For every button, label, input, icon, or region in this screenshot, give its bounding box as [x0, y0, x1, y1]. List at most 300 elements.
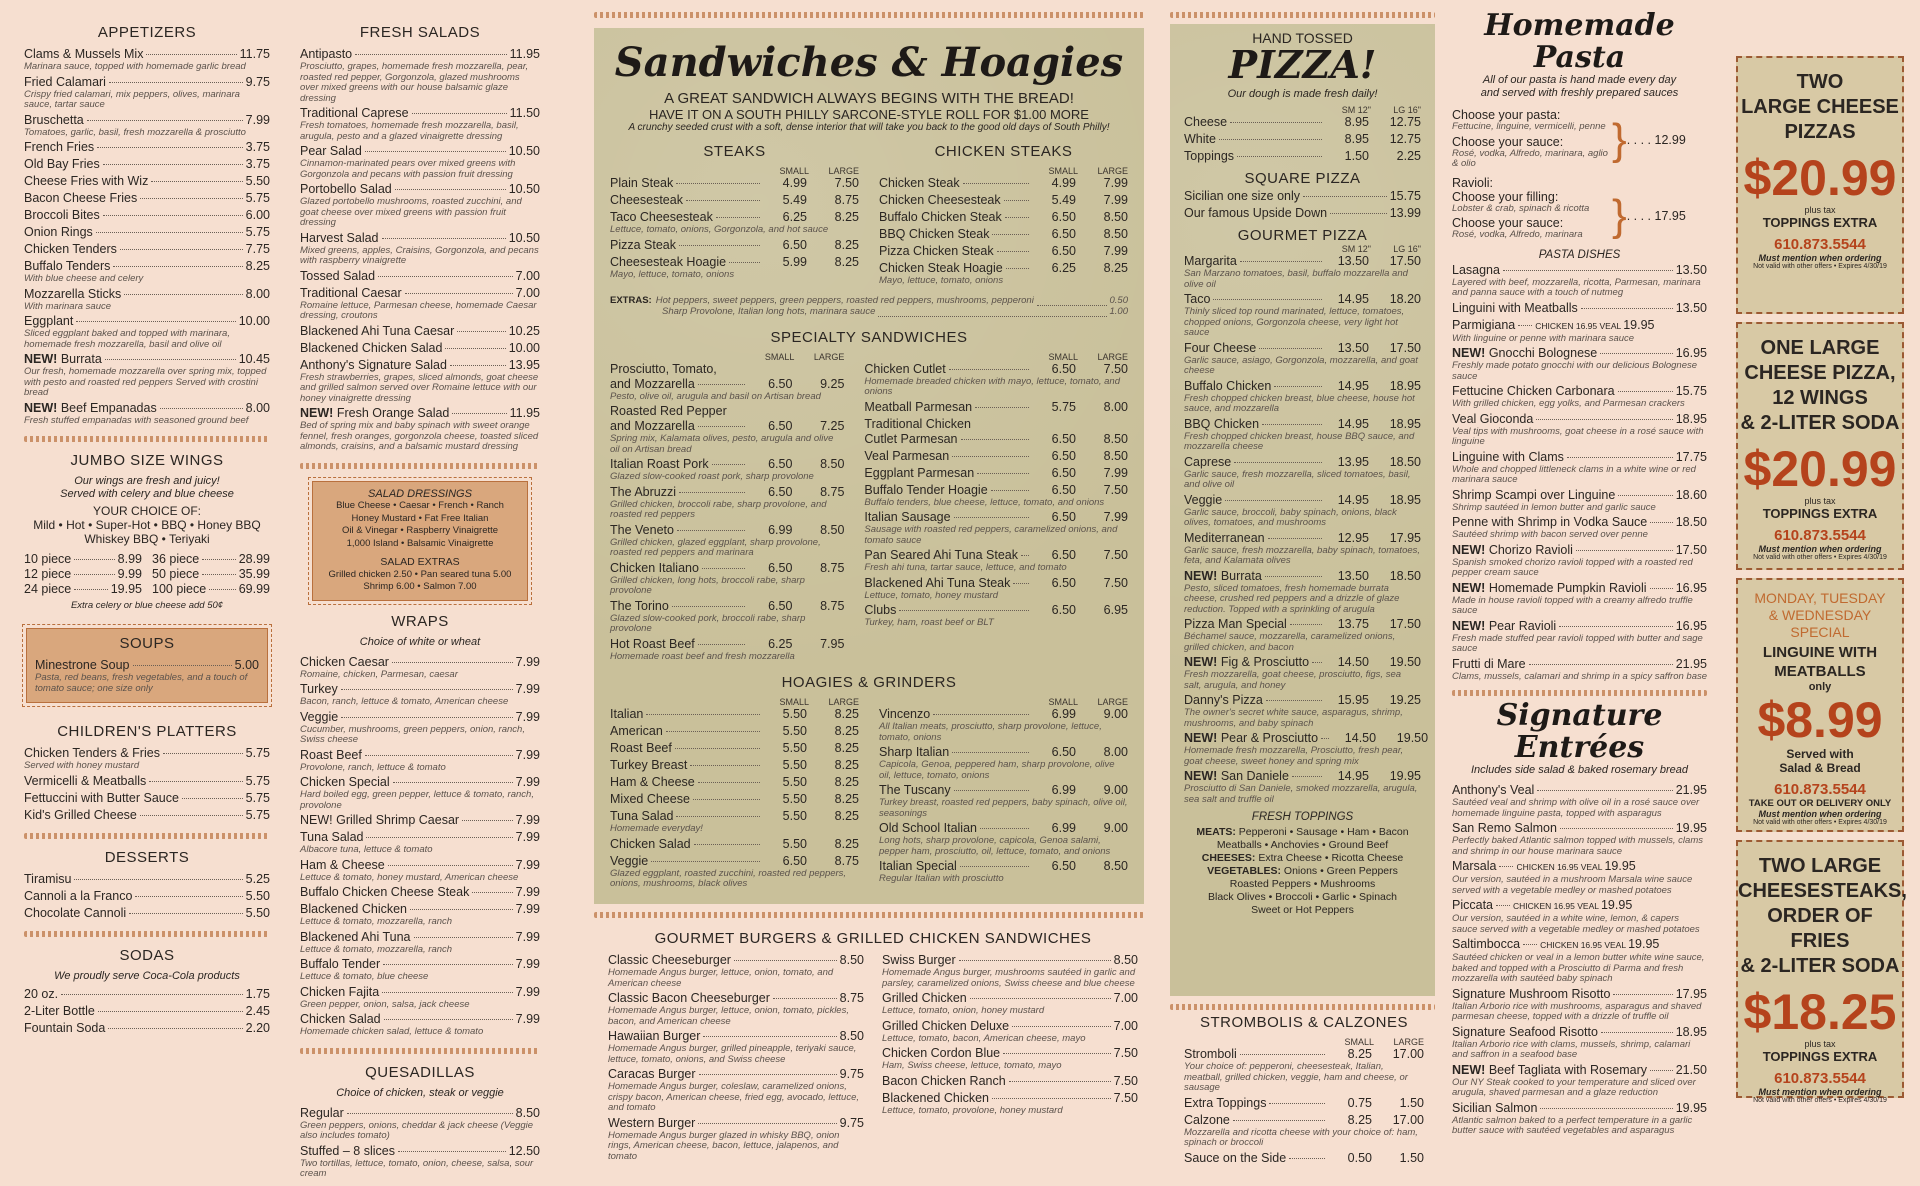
entrees-list — [1452, 783, 1707, 1137]
item-price-large: 8.50 — [1103, 448, 1128, 463]
item-name: 2-Liter Bottle — [24, 1003, 95, 1018]
specialty-list-right — [864, 362, 1128, 629]
sandwiches-title: Sandwiches & Hoagies — [614, 39, 1124, 86]
item-price: 7.99 — [515, 682, 540, 696]
item-name: Blackened Chicken — [300, 902, 408, 916]
desserts-list — [24, 872, 270, 921]
item-price-large: 19.25 — [1389, 693, 1421, 707]
item-name: Traditional Caesar — [300, 285, 402, 300]
item-price-small: 0.75 — [1347, 1095, 1372, 1110]
item-name: Roast Beef — [610, 741, 672, 755]
salad-extras-line: Shrimp 6.00 • Salmon 7.00 — [363, 581, 477, 592]
item-price-large: 7.25 — [820, 419, 845, 433]
new-badge: NEW! — [1184, 655, 1218, 669]
item-desc: Our fresh, homemade mozzarella over spring mix, topped with pesto and roasted red peppers Served with crostini bread — [24, 366, 267, 398]
item-desc: Sautéed veal and shrimp with olive oil in a rosé sauce over homemade linguine pasta, topped with asparagus — [1452, 797, 1700, 819]
menu-item — [300, 885, 540, 900]
children-title: CHILDREN'S PLATTERS — [57, 723, 237, 740]
item-price: 11.95 — [509, 406, 540, 420]
menu-item — [1452, 1025, 1707, 1061]
item-price: 19.95 — [1675, 1100, 1707, 1115]
menu-item — [864, 483, 1128, 509]
menu-item — [882, 991, 1138, 1017]
item-name: Harvest Salad — [300, 230, 379, 245]
item-price: 19.95 — [1623, 317, 1655, 332]
promo-phone: 610.873.5544 — [1774, 781, 1866, 798]
item-price-small: 13.50 — [1337, 568, 1369, 583]
item-desc: Grilled chicken, long hots, broccoli rabe, sharp provolone — [610, 574, 805, 596]
item-price: 1.75 — [245, 986, 270, 1001]
menu-item — [1452, 412, 1707, 448]
menu-item — [24, 47, 270, 73]
item-name: The Torino — [610, 598, 669, 613]
item-price-large: 19.95 — [1389, 769, 1421, 783]
item-price-large: 18.20 — [1389, 292, 1421, 306]
stromboli-section — [1184, 1014, 1424, 1168]
item-price: 11.95 — [509, 47, 540, 61]
promo-phone: 610.873.5544 — [1774, 236, 1866, 253]
menu-item — [300, 775, 540, 811]
menu-item — [608, 1029, 864, 1065]
item-price-small: 6.50 — [1051, 448, 1076, 463]
item-name: Chicken Special — [300, 775, 390, 789]
menu-item — [1452, 301, 1707, 316]
pasta-price: . . . . 12.99 — [1626, 132, 1686, 147]
item-name: Linguine with Clams — [1452, 449, 1564, 464]
item-name: Chocolate Cannoli — [24, 905, 127, 920]
item-name: Traditional Caprese — [300, 106, 409, 120]
menu-item — [879, 244, 1128, 259]
item-name: Turkey Breast — [610, 758, 688, 772]
size-label: LARGE — [1097, 697, 1128, 707]
item-name: Classic Cheeseburger — [608, 953, 731, 967]
item-name: Burrata — [60, 352, 102, 366]
item-name: Grilled Chicken Deluxe — [882, 1018, 1010, 1033]
item-name: Regular — [300, 1105, 344, 1120]
item-price-large: 12.75 — [1389, 115, 1421, 129]
menu-item — [610, 637, 844, 663]
item-name: The Abruzzi — [610, 484, 677, 499]
promo-line: TWO — [1796, 71, 1844, 93]
item-desc: Garlic sauce, fresh mozzarella, sliced tomatoes, basil, and olive oil — [1184, 468, 1411, 490]
veg-label: VEGETABLES: — [1207, 865, 1281, 877]
item-name: Chicken Cutlet — [864, 361, 946, 376]
item-price-small: 6.99 — [1051, 783, 1076, 797]
wings-prices — [24, 552, 270, 597]
item-name: Buffalo Tenders — [24, 259, 111, 273]
wings-size: 100 piece — [152, 582, 207, 596]
item-price-large: 9.00 — [1103, 783, 1128, 797]
item-price: 19.95 — [1675, 821, 1707, 835]
item-name: San Remo Salmon — [1452, 821, 1557, 835]
item-desc: Fresh chopped chicken breast, blue cheese, house hot sauce, and mozzarella — [1184, 392, 1415, 414]
divider — [1170, 12, 1435, 18]
item-desc: Glazed slow-cooked pork, broccoli rabe, sharp provolone — [610, 612, 806, 634]
menu-item — [300, 655, 540, 681]
new-badge: NEW! — [1184, 769, 1218, 783]
item-name: Our famous Upside Down — [1184, 206, 1328, 220]
extras-line: Sharp Provolone, Italian long hots, marinara sauce — [662, 305, 876, 317]
menu-item — [300, 985, 540, 1011]
menu-item — [1452, 515, 1707, 541]
divider — [24, 931, 270, 937]
pizza-basic-list — [1184, 115, 1421, 164]
item-price: 21.95 — [1675, 783, 1707, 797]
menu-item — [864, 400, 1128, 415]
item-price: 15.75 — [1675, 384, 1707, 398]
divider — [300, 463, 540, 469]
menu-item — [300, 902, 540, 928]
item-price: 7.99 — [515, 984, 540, 999]
item-price-small: 6.50 — [1051, 859, 1076, 873]
item-price-small: 14.95 — [1337, 492, 1369, 507]
menu-item — [608, 953, 864, 989]
item-name: Danny's Pizza — [1184, 693, 1263, 707]
item-desc: Turkey, ham, roast beef or BLT — [864, 617, 994, 628]
promo-line: & 2-LITER SODA — [1740, 412, 1900, 434]
item-price-large: 7.50 — [1103, 548, 1128, 562]
item-name: Caracas Burger — [608, 1067, 696, 1081]
item-price: 2.45 — [245, 1003, 270, 1018]
promo-box — [1736, 840, 1907, 1104]
item-desc: Homemade Angus burger glazed in whisky BBQ, onion rings, American cheese, bacon, lettuce, jalapenos, and tomato — [608, 1129, 840, 1162]
item-desc: Made in house ravioli topped with a creamy alfredo truffle sauce — [1452, 594, 1693, 616]
item-variant-price: CHICKEN 16.95 VEAL — [1535, 320, 1622, 331]
item-price-small: 14.50 — [1344, 731, 1377, 745]
menu-item — [300, 858, 540, 884]
item-desc: Grilled chicken, broccoli rabe, sharp provolone, and roasted red peppers — [610, 498, 827, 520]
column-2 — [300, 24, 540, 1182]
item-price-small: 8.95 — [1344, 115, 1369, 129]
menu-item — [24, 987, 270, 1002]
item-desc: Clams, mussels, calamari and shrimp in a spicy saffron base — [1452, 670, 1708, 682]
promo-tax: plus tax — [1804, 496, 1836, 506]
size-label: LARGE — [813, 351, 845, 362]
item-price-large: 19.50 — [1389, 655, 1421, 669]
wings-price: 19.95 — [110, 582, 142, 596]
menu-item — [300, 930, 540, 956]
menu-item — [879, 210, 1128, 225]
promo-tax: plus tax — [1804, 1039, 1836, 1049]
item-price: 8.50 — [1113, 953, 1138, 967]
item-price-small: 5.50 — [782, 775, 807, 789]
item-desc: Crispy fried calamari, mix peppers, olives, marinara sauce, tartar sauce — [24, 88, 240, 110]
chicken-steaks-list — [879, 176, 1128, 287]
menu-item — [300, 748, 540, 774]
pasta-choose-desc: Fettucine, linguine, vermicelli, penne — [1452, 121, 1606, 132]
size-label: LARGE — [828, 697, 859, 707]
item-name: The Veneto — [610, 522, 674, 537]
menu-item — [1452, 937, 1707, 985]
menu-item — [1452, 384, 1707, 410]
menu-item — [24, 774, 270, 789]
menu-item — [24, 791, 270, 806]
item-name: Chicken Caesar — [300, 654, 389, 669]
item-name: Veggie — [300, 709, 339, 724]
item-desc: Perfectly baked Atlantic salmon topped with mussels, clams and shrimp in our house marinara sauce — [1452, 835, 1703, 857]
item-desc: Romaine, chicken, Parmesan, caesar — [300, 668, 458, 680]
menu-item — [1452, 783, 1707, 819]
item-name: Bacon Chicken Ranch — [882, 1073, 1006, 1088]
item-desc: Homemade Angus burger, lettuce, onion, tomato, and American cheese — [608, 967, 834, 989]
item-price-large: 9.00 — [1103, 707, 1128, 721]
item-name: Buffalo Chicken Cheese Steak — [300, 885, 470, 899]
item-name: Bacon Cheese Fries — [24, 191, 138, 205]
item-name: Italian Roast Pork — [610, 457, 709, 471]
item-desc: Lettuce & tomato, mozzarella, ranch — [300, 943, 453, 955]
item-name: Vincenzo — [879, 707, 931, 721]
promo-line: MEATBALLS — [1774, 663, 1866, 680]
item-price: 19.95 — [1600, 898, 1633, 912]
item-desc: Garlic sauce, asiago, Gorgonzola, mozzarella, and goat cheese — [1184, 354, 1418, 376]
fresh-toppings — [1184, 811, 1421, 917]
menu-item — [1184, 292, 1421, 339]
item-desc: Lettuce, tomato, honey mustard — [864, 589, 999, 601]
soups-title: SOUPS — [119, 635, 175, 652]
menu-item — [300, 957, 540, 983]
item-name: Clubs — [864, 603, 897, 617]
item-name: Prosciutto, Tomato, — [610, 361, 717, 376]
item-price: 7.99 — [515, 813, 540, 827]
burgers-list-right — [882, 953, 1138, 1164]
item-name: French Fries — [24, 140, 95, 154]
item-price: 13.95 — [508, 357, 540, 372]
wraps-sub: Choice of white or wheat — [359, 635, 481, 648]
menu-item — [610, 758, 859, 773]
promo-box — [1736, 578, 1904, 832]
item-name: Chicken Steak — [879, 176, 960, 190]
item-name: Stuffed – 8 slices — [300, 1143, 395, 1158]
menu-item — [610, 599, 844, 635]
item-price: 5.50 — [245, 174, 270, 188]
item-name: Linguini with Meatballs — [1452, 300, 1578, 315]
divider — [300, 1048, 540, 1054]
item-desc: All Italian meats, prosciutto, sharp provolone, lettuce, tomato, onions — [879, 721, 1102, 743]
wings-size: 10 piece — [24, 552, 72, 566]
filling-choose-desc: Lobster & crab, spinach & ricotta — [1452, 202, 1590, 214]
item-price: 11.50 — [509, 106, 540, 120]
size-label: SMALL — [1048, 166, 1078, 176]
promo-valid: Not valid with other offers • Expires 4/30/19 — [1753, 819, 1887, 826]
wings-flavors: Mild • Hot • Super-Hot • BBQ • Honey BBQ — [33, 518, 261, 532]
item-desc: Grilled chicken, glazed eggplant, sharp provolone, roasted red peppers and marinara — [610, 536, 821, 558]
item-price-large: 18.95 — [1389, 416, 1421, 431]
wings-size: 12 piece — [24, 567, 72, 581]
pasta-sub: All of our pasta is hand made every day — [1482, 74, 1677, 86]
item-price-small: 6.50 — [768, 560, 793, 575]
item-name: Pear & Prosciutto — [1220, 731, 1319, 745]
item-name: Chicken Fajita — [300, 984, 380, 999]
item-price-large: 18.50 — [1389, 454, 1421, 469]
wings-size: 50 piece — [152, 567, 200, 581]
menu-item — [24, 174, 270, 189]
item-price: 2.20 — [245, 1020, 270, 1035]
menu-item — [864, 548, 1128, 574]
item-price: 7.99 — [515, 929, 540, 944]
item-price-large: 8.25 — [1103, 261, 1128, 275]
item-name: Veggie — [610, 853, 649, 868]
menu-item — [610, 809, 859, 835]
item-price: 19.95 — [1604, 859, 1636, 873]
item-price-small: 6.50 — [1051, 244, 1076, 258]
wings-price: 69.99 — [238, 582, 270, 596]
menu-item — [24, 140, 270, 155]
item-name: Veal Gioconda — [1452, 411, 1534, 426]
extras-price: 0.50 — [1109, 294, 1128, 306]
soup-desc: Pasta, red beans, fresh vegetables, and a touch of tomato sauce; one size only — [35, 672, 248, 694]
item-name: Chicken Cheesesteak — [879, 193, 1001, 207]
burgers-section — [608, 930, 1138, 1164]
item-price: 5.75 — [245, 773, 270, 788]
specialty-title: SPECIALTY SANDWICHES — [770, 328, 968, 346]
column-pasta — [1452, 10, 1707, 1139]
sauce-choose-desc: Rosé, vodka, Alfredo, marinara — [1452, 229, 1583, 240]
item-price: 5.75 — [245, 191, 270, 205]
item-price-large: 2.25 — [1396, 149, 1421, 163]
item-desc: Ham, Swiss cheese, lettuce, tomato, mayo — [882, 1060, 1062, 1071]
cheeses-label: CHEESES: — [1201, 852, 1256, 864]
item-price-small: 6.50 — [1051, 431, 1076, 446]
item-desc: Spring mix, Kalamata olives, pesto, arugula and olive oil on Artisan bread — [610, 433, 834, 455]
item-desc: Atlantic salmon baked to a perfect temperature in a garlic butter sauce with sautéed vegetables and asparagus — [1452, 1114, 1693, 1136]
item-desc: Turkey breast, roasted red peppers, baby spinach, olive oil, seasonings — [879, 797, 1128, 819]
item-name: Cheesesteak — [610, 193, 683, 207]
item-price-large: 12.75 — [1389, 132, 1421, 146]
item-name: Turkey — [300, 682, 338, 696]
menu-item — [1184, 731, 1429, 767]
item-desc: San Marzano tomatoes, basil, buffalo mozzarella and olive oil — [1184, 268, 1408, 290]
appetizers-title: APPETIZERS — [97, 24, 197, 41]
menu-item — [24, 208, 270, 223]
item-price: 7.00 — [515, 268, 540, 283]
item-price: 16.95 — [1675, 346, 1707, 360]
dressing-line: Blue Cheese • Caesar • French • Ranch — [336, 500, 504, 511]
menu-item — [1452, 263, 1707, 299]
menu-item — [300, 324, 540, 339]
item-desc: Mozzarella and ricotta cheese with your choice of: ham, spinach or broccoli — [1184, 1126, 1418, 1148]
new-badge: NEW! — [1184, 731, 1218, 745]
divider — [24, 436, 270, 442]
ravioli-choice-group — [1452, 190, 1707, 243]
item-price: 5.50 — [245, 905, 270, 920]
item-name: Signature Mushroom Risotto — [1452, 986, 1611, 1001]
menu-item — [1452, 1101, 1707, 1137]
pasta-price-value: 12.99 — [1654, 132, 1686, 147]
item-price-large: 8.50 — [1103, 227, 1128, 241]
veg-list: Onions • Green Peppers — [1283, 865, 1398, 877]
menu-item — [610, 176, 859, 191]
promo-valid: Not valid with other offers • Expires 4/30/19 — [1753, 554, 1887, 561]
item-price: 7.00 — [515, 285, 540, 300]
extras-line: Hot peppers, sweet peppers, green peppers, roasted red peppers, mushrooms, pepperoni — [655, 294, 1034, 306]
item-name: BBQ Chicken Steak — [879, 227, 990, 241]
item-price-large: 8.25 — [834, 836, 859, 851]
item-name: Blackened Chicken — [882, 1090, 990, 1105]
item-price-large: 6.95 — [1103, 603, 1128, 617]
size-label: LARGE — [1097, 166, 1128, 176]
item-desc: Bed of spring mix and baby spinach with sweet orange fennel, fresh oranges, gorgonzola cheese, toasted sliced almonds, craisins, and a balsamic mustard dressing — [300, 420, 539, 452]
steaks-list — [610, 176, 859, 280]
item-price-large: 8.00 — [1103, 399, 1128, 414]
item-name: Buffalo Tender — [300, 957, 381, 971]
item-name: Fettucine Chicken Carbonara — [1452, 384, 1615, 398]
item-name: BBQ Chicken — [1184, 416, 1260, 431]
item-name: Signature Seafood Risotto — [1452, 1024, 1598, 1039]
promo-line: CHEESE PIZZA, — [1744, 362, 1896, 384]
entrees-title: Signature Entrées — [1496, 698, 1663, 765]
menu-item — [300, 182, 540, 229]
item-price-small: 5.75 — [1051, 399, 1076, 414]
steaks-section — [610, 143, 859, 289]
item-desc: Cinnamon-marinated pears over mixed greens with Gorgonzola and pecans with passion fruit dressing — [300, 158, 516, 180]
item-name: Fettuccini with Butter Sauce — [24, 790, 179, 805]
menu-item — [879, 193, 1128, 208]
item-price: 5.75 — [245, 746, 270, 760]
item-price-large: 8.25 — [834, 809, 859, 823]
item-name: Ham & Cheese — [300, 857, 385, 872]
menu-item — [300, 813, 540, 828]
item-price-small: 5.50 — [782, 809, 807, 823]
salads-list — [300, 47, 540, 453]
sandwiches-tagline: A GREAT SANDWICH ALWAYS BEGINS WITH THE BREAD! — [664, 90, 1074, 107]
menu-item — [879, 859, 1128, 885]
item-price-small: 15.95 — [1337, 693, 1369, 707]
size-label: SMALL — [779, 166, 809, 176]
menu-item — [24, 242, 270, 257]
item-desc: Whole and chopped littleneck clams in a white wine or red marinara sauce — [1452, 463, 1696, 485]
sandwiches-desc: A crunchy seeded crust with a soft, dense interior that will take you back to the good old days of South Philly! — [628, 122, 1110, 133]
new-badge: NEW! — [1452, 346, 1486, 360]
item-desc: Mayo, lettuce, tomato, onions — [610, 268, 735, 280]
item-desc: Homemade roast beef and fresh mozzarella — [610, 650, 795, 662]
item-price: 13.99 — [1389, 206, 1421, 220]
soups-box — [26, 628, 268, 703]
item-price-small: 6.99 — [1051, 707, 1076, 721]
item-price-large: 8.25 — [834, 758, 859, 772]
item-name: Pan Seared Ahi Tuna Steak — [864, 548, 1018, 562]
chicken-steaks-section — [879, 143, 1128, 289]
cheeses-list: Extra Cheese • Ricotta Cheese — [1258, 852, 1404, 864]
wings-price: 35.99 — [238, 567, 270, 581]
item-name: Onion Rings — [24, 225, 93, 239]
item-desc: Lettuce & tomato, mozzarella, ranch — [300, 916, 453, 927]
item-price-small: 13.75 — [1337, 617, 1369, 631]
brace-icon: } — [1612, 191, 1627, 240]
promo-box — [1736, 322, 1904, 570]
promo-tax: plus tax — [1804, 205, 1836, 215]
salad-extras-line: Grilled chicken 2.50 • Pan seared tuna 5.00 — [328, 568, 512, 580]
item-price: 7.99 — [515, 830, 540, 844]
dressing-line: Oil & Vinegar • Raspberry Vinaigrette — [341, 525, 499, 536]
item-price-small: 6.50 — [768, 484, 793, 499]
promo-line: CHEESESTEAKS, — [1738, 880, 1907, 902]
item-price: 3.75 — [245, 157, 270, 171]
wings-row — [24, 552, 270, 567]
item-name: Pizza Steak — [610, 237, 677, 252]
item-name: Blackened Ahi Tuna — [300, 929, 411, 944]
item-price: 10.25 — [508, 323, 540, 338]
new-badge: NEW! — [1452, 618, 1486, 633]
menu-item — [24, 401, 270, 427]
item-desc: Glazed slow-cooked roast pork, sharp provolone — [610, 471, 814, 482]
column-1 — [24, 24, 270, 1038]
veg-list: Roasted Peppers • Mushrooms — [1229, 878, 1376, 890]
item-price: 5.75 — [245, 225, 270, 239]
item-desc: Thinly sliced top round marinated, lettuce, tomatoes, chopped onions, Gorgonzola cheese, very light hot sauce — [1184, 306, 1405, 338]
menu-item — [1184, 254, 1421, 290]
item-name: Chorizo Ravioli — [1488, 542, 1573, 557]
promo-price: $20.99 — [1743, 150, 1897, 206]
